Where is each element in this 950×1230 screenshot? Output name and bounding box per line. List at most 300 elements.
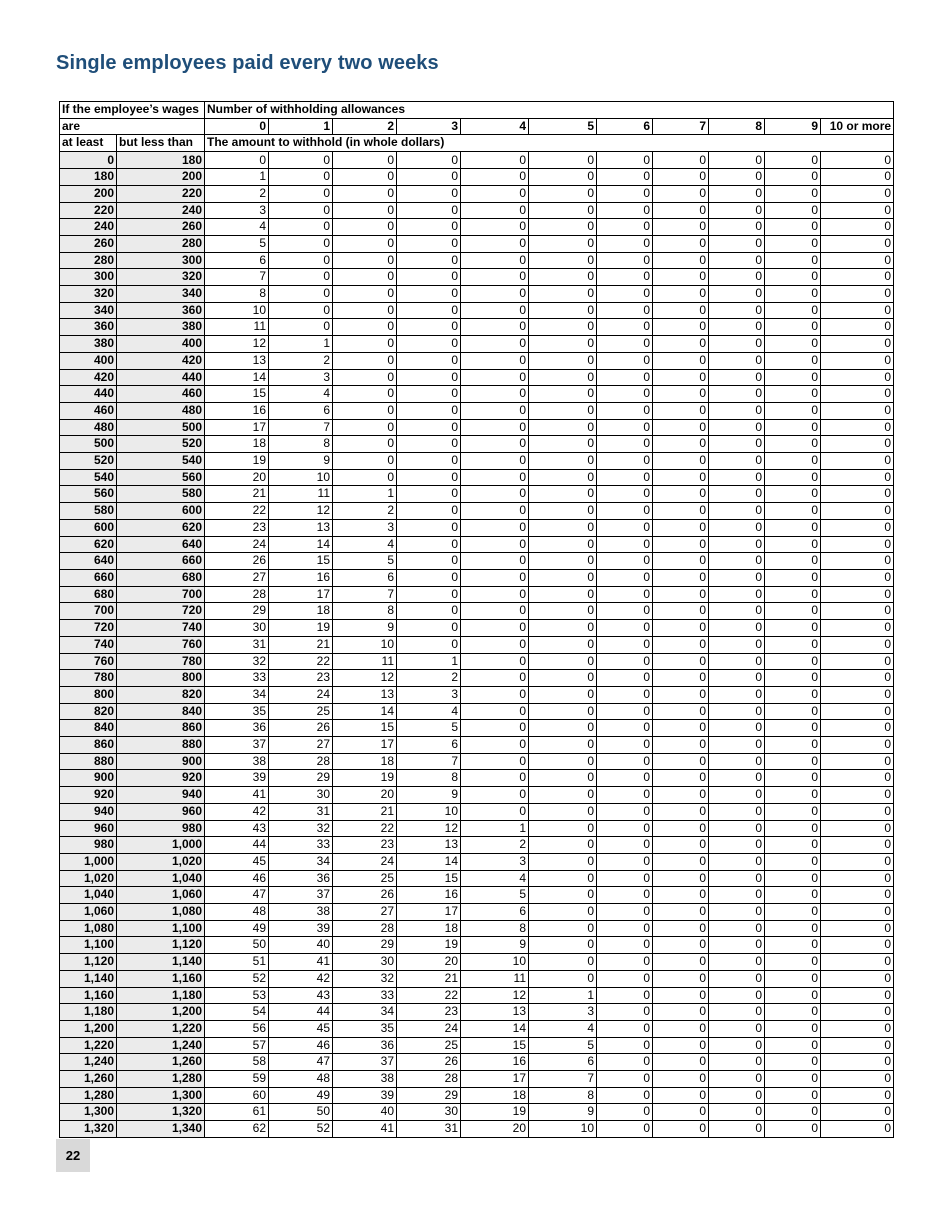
withholding-amount-cell: 0 <box>333 252 397 269</box>
header-row-3 <box>60 135 894 152</box>
table-row <box>60 386 894 403</box>
wage-but-less-than-cell: 280 <box>117 235 205 252</box>
withholding-amount-cell: 52 <box>205 970 269 987</box>
withholding-amount-cell: 2 <box>333 503 397 520</box>
withholding-amount-cell: 0 <box>821 620 894 637</box>
wage-at-least-cell: 500 <box>60 436 117 453</box>
withholding-amount-cell: 24 <box>205 536 269 553</box>
wages-header-cont: are <box>60 118 205 135</box>
withholding-amount-cell: 47 <box>205 887 269 904</box>
withholding-amount-cell: 0 <box>529 737 597 754</box>
wage-at-least-cell: 1,040 <box>60 887 117 904</box>
withholding-amount-cell: 23 <box>269 670 333 687</box>
allowance-column-header: 1 <box>269 118 333 135</box>
withholding-amount-cell: 23 <box>397 1004 461 1021</box>
wage-but-less-than-cell: 1,020 <box>117 853 205 870</box>
withholding-amount-cell: 28 <box>333 920 397 937</box>
withholding-amount-cell: 46 <box>205 870 269 887</box>
withholding-amount-cell: 3 <box>333 519 397 536</box>
withholding-amount-cell: 0 <box>653 653 709 670</box>
withholding-amount-cell: 0 <box>397 319 461 336</box>
table-row <box>60 369 894 386</box>
wage-at-least-cell: 1,320 <box>60 1121 117 1138</box>
withholding-amount-cell: 0 <box>653 737 709 754</box>
withholding-amount-cell: 15 <box>333 720 397 737</box>
allowance-column-header: 6 <box>597 118 653 135</box>
withholding-amount-cell: 0 <box>529 703 597 720</box>
withholding-amount-cell: 57 <box>205 1037 269 1054</box>
withholding-amount-cell: 0 <box>821 402 894 419</box>
withholding-amount-cell: 0 <box>821 336 894 353</box>
withholding-amount-cell: 0 <box>821 937 894 954</box>
withholding-amount-cell: 8 <box>333 603 397 620</box>
withholding-amount-cell: 0 <box>709 820 765 837</box>
wage-but-less-than-cell: 1,060 <box>117 887 205 904</box>
withholding-amount-cell: 4 <box>333 536 397 553</box>
withholding-amount-cell: 0 <box>529 536 597 553</box>
withholding-amount-cell: 0 <box>333 369 397 386</box>
withholding-amount-cell: 8 <box>205 286 269 303</box>
withholding-amount-cell: 0 <box>397 453 461 470</box>
withholding-amount-cell: 0 <box>653 937 709 954</box>
withholding-amount-cell: 15 <box>397 870 461 887</box>
withholding-amount-cell: 20 <box>461 1121 529 1138</box>
withholding-amount-cell: 0 <box>597 820 653 837</box>
withholding-amount-cell: 0 <box>821 753 894 770</box>
withholding-amount-cell: 0 <box>461 302 529 319</box>
withholding-amount-cell: 5 <box>205 235 269 252</box>
table-row <box>60 302 894 319</box>
withholding-amount-cell: 0 <box>765 235 821 252</box>
withholding-amount-cell: 0 <box>653 603 709 620</box>
page-title: Single employees paid every two weeks <box>56 52 439 74</box>
withholding-amount-cell: 0 <box>709 419 765 436</box>
page-number: 22 <box>56 1139 90 1172</box>
withholding-amount-cell: 0 <box>333 152 397 169</box>
withholding-amount-cell: 2 <box>205 185 269 202</box>
withholding-amount-cell: 0 <box>821 803 894 820</box>
withholding-amount-cell: 0 <box>765 252 821 269</box>
table-row <box>60 1054 894 1071</box>
withholding-amount-cell: 38 <box>269 904 333 921</box>
withholding-amount-cell: 50 <box>269 1104 333 1121</box>
table-row <box>60 920 894 937</box>
withholding-amount-cell: 47 <box>269 1054 333 1071</box>
withholding-amount-cell: 0 <box>653 486 709 503</box>
withholding-amount-cell: 0 <box>653 720 709 737</box>
wage-at-least-cell: 420 <box>60 369 117 386</box>
withholding-amount-cell: 0 <box>597 185 653 202</box>
wage-but-less-than-cell: 1,200 <box>117 1004 205 1021</box>
wage-but-less-than-cell: 760 <box>117 636 205 653</box>
wage-but-less-than-cell: 560 <box>117 469 205 486</box>
table-row <box>60 336 894 353</box>
wage-at-least-cell: 740 <box>60 636 117 653</box>
withholding-amount-cell: 0 <box>529 503 597 520</box>
withholding-amount-cell: 0 <box>461 436 529 453</box>
withholding-amount-cell: 0 <box>765 1020 821 1037</box>
wage-at-least-cell: 640 <box>60 553 117 570</box>
withholding-amount-cell: 0 <box>529 653 597 670</box>
withholding-amount-cell: 0 <box>709 1071 765 1088</box>
withholding-amount-cell: 0 <box>709 202 765 219</box>
withholding-amount-cell: 0 <box>597 569 653 586</box>
withholding-amount-cell: 0 <box>461 737 529 754</box>
withholding-amount-cell: 0 <box>653 837 709 854</box>
withholding-amount-cell: 0 <box>821 369 894 386</box>
withholding-amount-cell: 25 <box>397 1037 461 1054</box>
withholding-amount-cell: 0 <box>597 1104 653 1121</box>
withholding-amount-cell: 32 <box>333 970 397 987</box>
withholding-amount-cell: 0 <box>765 853 821 870</box>
withholding-amount-cell: 0 <box>269 235 333 252</box>
withholding-amount-cell: 13 <box>397 837 461 854</box>
withholding-amount-cell: 0 <box>529 369 597 386</box>
withholding-amount-cell: 12 <box>461 987 529 1004</box>
withholding-amount-cell: 0 <box>529 954 597 971</box>
withholding-amount-cell: 0 <box>765 1121 821 1138</box>
withholding-amount-cell: 31 <box>397 1121 461 1138</box>
withholding-amount-cell: 0 <box>765 1037 821 1054</box>
withholding-amount-cell: 0 <box>529 486 597 503</box>
wage-at-least-cell: 660 <box>60 569 117 586</box>
withholding-amount-cell: 0 <box>821 1054 894 1071</box>
withholding-amount-cell: 0 <box>529 586 597 603</box>
withholding-amount-cell: 0 <box>529 870 597 887</box>
withholding-amount-cell: 12 <box>333 670 397 687</box>
withholding-amount-cell: 0 <box>597 970 653 987</box>
withholding-amount-cell: 27 <box>205 569 269 586</box>
withholding-amount-cell: 0 <box>597 486 653 503</box>
table-row <box>60 1087 894 1104</box>
withholding-amount-cell: 0 <box>709 1037 765 1054</box>
withholding-amount-cell: 4 <box>461 870 529 887</box>
withholding-amount-cell: 0 <box>529 753 597 770</box>
wage-at-least-cell: 1,220 <box>60 1037 117 1054</box>
withholding-amount-cell: 0 <box>765 636 821 653</box>
withholding-amount-cell: 14 <box>397 853 461 870</box>
table-row <box>60 586 894 603</box>
withholding-amount-cell: 0 <box>709 185 765 202</box>
withholding-amount-cell: 0 <box>653 553 709 570</box>
withholding-amount-cell: 50 <box>205 937 269 954</box>
withholding-amount-cell: 29 <box>205 603 269 620</box>
wage-at-least-cell: 1,260 <box>60 1071 117 1088</box>
withholding-amount-cell: 5 <box>333 553 397 570</box>
withholding-amount-cell: 0 <box>529 787 597 804</box>
withholding-amount-cell: 0 <box>653 1020 709 1037</box>
withholding-amount-cell: 0 <box>709 753 765 770</box>
withholding-amount-cell: 4 <box>529 1020 597 1037</box>
withholding-amount-cell: 22 <box>205 503 269 520</box>
withholding-amount-cell: 0 <box>709 553 765 570</box>
withholding-amount-cell: 13 <box>461 1004 529 1021</box>
wage-but-less-than-cell: 340 <box>117 286 205 303</box>
withholding-amount-cell: 0 <box>821 1071 894 1088</box>
table-row <box>60 1121 894 1138</box>
withholding-amount-cell: 4 <box>397 703 461 720</box>
withholding-amount-cell: 0 <box>765 453 821 470</box>
withholding-amount-cell: 23 <box>205 519 269 536</box>
table-row <box>60 169 894 186</box>
table-row <box>60 686 894 703</box>
withholding-amount-cell: 4 <box>269 386 333 403</box>
withholding-amount-cell: 0 <box>765 152 821 169</box>
withholding-amount-cell: 0 <box>397 569 461 586</box>
withholding-amount-cell: 36 <box>205 720 269 737</box>
table-row <box>60 620 894 637</box>
withholding-amount-cell: 0 <box>529 252 597 269</box>
withholding-amount-cell: 0 <box>821 603 894 620</box>
withholding-amount-cell: 19 <box>397 937 461 954</box>
withholding-amount-cell: 0 <box>597 686 653 703</box>
wage-but-less-than-cell: 860 <box>117 720 205 737</box>
at-least-header: at least <box>60 135 117 152</box>
withholding-amount-cell: 58 <box>205 1054 269 1071</box>
withholding-amount-cell: 0 <box>765 670 821 687</box>
withholding-amount-cell: 0 <box>765 536 821 553</box>
withholding-amount-cell: 0 <box>597 453 653 470</box>
withholding-amount-cell: 2 <box>461 837 529 854</box>
withholding-amount-cell: 0 <box>653 904 709 921</box>
withholding-amount-cell: 0 <box>765 169 821 186</box>
withholding-amount-cell: 0 <box>821 770 894 787</box>
withholding-amount-cell: 19 <box>333 770 397 787</box>
withholding-amount-cell: 0 <box>653 820 709 837</box>
withholding-amount-cell: 6 <box>269 402 333 419</box>
withholding-amount-cell: 33 <box>333 987 397 1004</box>
withholding-amount-cell: 0 <box>709 286 765 303</box>
withholding-amount-cell: 0 <box>709 787 765 804</box>
table-row <box>60 1104 894 1121</box>
withholding-amount-cell: 0 <box>333 453 397 470</box>
withholding-amount-cell: 0 <box>765 703 821 720</box>
withholding-amount-cell: 0 <box>765 904 821 921</box>
withholding-amount-cell: 0 <box>765 753 821 770</box>
withholding-amount-cell: 0 <box>597 402 653 419</box>
wage-at-least-cell: 480 <box>60 419 117 436</box>
withholding-amount-cell: 0 <box>709 853 765 870</box>
withholding-amount-cell: 0 <box>765 185 821 202</box>
withholding-amount-cell: 44 <box>269 1004 333 1021</box>
withholding-amount-cell: 0 <box>821 235 894 252</box>
withholding-amount-cell: 0 <box>529 352 597 369</box>
withholding-amount-cell: 37 <box>333 1054 397 1071</box>
withholding-amount-cell: 25 <box>333 870 397 887</box>
withholding-amount-cell: 0 <box>653 402 709 419</box>
withholding-amount-cell: 30 <box>397 1104 461 1121</box>
withholding-amount-cell: 36 <box>333 1037 397 1054</box>
withholding-amount-cell: 0 <box>653 252 709 269</box>
withholding-amount-cell: 0 <box>397 536 461 553</box>
withholding-amount-cell: 0 <box>529 853 597 870</box>
wage-but-less-than-cell: 660 <box>117 553 205 570</box>
withholding-amount-cell: 6 <box>529 1054 597 1071</box>
table-row <box>60 904 894 921</box>
withholding-amount-cell: 0 <box>709 954 765 971</box>
withholding-amount-cell: 16 <box>269 569 333 586</box>
withholding-amount-cell: 0 <box>821 636 894 653</box>
wage-but-less-than-cell: 540 <box>117 453 205 470</box>
withholding-amount-cell: 0 <box>653 1037 709 1054</box>
table-row <box>60 753 894 770</box>
withholding-amount-cell: 0 <box>653 369 709 386</box>
withholding-amount-cell: 0 <box>653 686 709 703</box>
withholding-amount-cell: 0 <box>653 352 709 369</box>
wage-but-less-than-cell: 780 <box>117 653 205 670</box>
withholding-amount-cell: 21 <box>397 970 461 987</box>
withholding-amount-cell: 6 <box>461 904 529 921</box>
withholding-amount-cell: 0 <box>765 1054 821 1071</box>
withholding-amount-cell: 32 <box>269 820 333 837</box>
withholding-amount-cell: 0 <box>529 152 597 169</box>
withholding-amount-cell: 0 <box>765 336 821 353</box>
withholding-amount-cell: 0 <box>653 286 709 303</box>
withholding-amount-cell: 17 <box>397 904 461 921</box>
withholding-amount-cell: 0 <box>397 302 461 319</box>
wage-but-less-than-cell: 200 <box>117 169 205 186</box>
withholding-amount-cell: 0 <box>821 286 894 303</box>
withholding-amount-cell: 0 <box>529 553 597 570</box>
allowance-column-header: 8 <box>709 118 765 135</box>
wage-but-less-than-cell: 740 <box>117 620 205 637</box>
withholding-amount-cell: 0 <box>461 503 529 520</box>
withholding-amount-cell: 10 <box>461 954 529 971</box>
wage-at-least-cell: 560 <box>60 486 117 503</box>
withholding-amount-cell: 0 <box>333 269 397 286</box>
wage-at-least-cell: 900 <box>60 770 117 787</box>
wage-but-less-than-cell: 840 <box>117 703 205 720</box>
withholding-amount-cell: 30 <box>269 787 333 804</box>
wage-at-least-cell: 940 <box>60 803 117 820</box>
withholding-amount-cell: 0 <box>765 219 821 236</box>
withholding-amount-cell: 0 <box>529 720 597 737</box>
withholding-amount-cell: 0 <box>821 419 894 436</box>
withholding-amount-cell: 0 <box>709 870 765 887</box>
withholding-amount-cell: 0 <box>709 302 765 319</box>
withholding-amount-cell: 0 <box>461 720 529 737</box>
withholding-amount-cell: 0 <box>461 235 529 252</box>
withholding-amount-cell: 0 <box>653 1121 709 1138</box>
wage-but-less-than-cell: 1,280 <box>117 1071 205 1088</box>
withholding-amount-cell: 0 <box>709 536 765 553</box>
withholding-amount-cell: 0 <box>461 803 529 820</box>
withholding-amount-cell: 0 <box>269 286 333 303</box>
withholding-amount-cell: 0 <box>461 686 529 703</box>
withholding-amount-cell: 0 <box>597 787 653 804</box>
withholding-amount-cell: 0 <box>653 536 709 553</box>
wage-but-less-than-cell: 180 <box>117 152 205 169</box>
withholding-amount-cell: 10 <box>269 469 333 486</box>
wage-at-least-cell: 1,200 <box>60 1020 117 1037</box>
withholding-amount-cell: 0 <box>709 453 765 470</box>
wages-header: If the employee’s wages <box>60 102 205 119</box>
withholding-amount-cell: 0 <box>821 386 894 403</box>
table-row <box>60 720 894 737</box>
allowance-column-header: 2 <box>333 118 397 135</box>
withholding-amount-cell: 0 <box>397 235 461 252</box>
withholding-amount-cell: 0 <box>765 269 821 286</box>
withholding-amount-cell: 17 <box>269 586 333 603</box>
withholding-amount-cell: 0 <box>397 503 461 520</box>
withholding-amount-cell: 5 <box>397 720 461 737</box>
withholding-amount-cell: 0 <box>529 620 597 637</box>
table-row <box>60 202 894 219</box>
withholding-amount-cell: 0 <box>333 386 397 403</box>
withholding-amount-cell: 0 <box>821 219 894 236</box>
withholding-amount-cell: 0 <box>765 787 821 804</box>
withholding-amount-cell: 14 <box>333 703 397 720</box>
withholding-amount-cell: 0 <box>709 386 765 403</box>
withholding-amount-cell: 0 <box>821 1020 894 1037</box>
withholding-amount-cell: 37 <box>205 737 269 754</box>
withholding-amount-cell: 0 <box>333 352 397 369</box>
withholding-amount-cell: 0 <box>821 670 894 687</box>
withholding-amount-cell: 12 <box>205 336 269 353</box>
withholding-amount-cell: 32 <box>205 653 269 670</box>
withholding-amount-cell: 48 <box>205 904 269 921</box>
withholding-amount-cell: 0 <box>397 586 461 603</box>
allowance-column-header: 5 <box>529 118 597 135</box>
withholding-amount-cell: 0 <box>765 386 821 403</box>
withholding-amount-cell: 0 <box>397 336 461 353</box>
withholding-amount-cell: 3 <box>205 202 269 219</box>
withholding-amount-cell: 0 <box>529 770 597 787</box>
table-row <box>60 737 894 754</box>
withholding-amount-cell: 0 <box>653 970 709 987</box>
withholding-amount-cell: 0 <box>269 319 333 336</box>
wage-but-less-than-cell: 1,220 <box>117 1020 205 1037</box>
withholding-amount-cell: 0 <box>333 402 397 419</box>
wage-at-least-cell: 960 <box>60 820 117 837</box>
withholding-amount-cell: 0 <box>821 1121 894 1138</box>
withholding-amount-cell: 27 <box>333 904 397 921</box>
withholding-amount-cell: 0 <box>709 686 765 703</box>
withholding-amount-cell: 0 <box>597 954 653 971</box>
withholding-amount-cell: 0 <box>765 436 821 453</box>
withholding-amount-cell: 0 <box>461 753 529 770</box>
withholding-amount-cell: 0 <box>709 402 765 419</box>
withholding-amount-cell: 0 <box>709 252 765 269</box>
withholding-amount-cell: 0 <box>765 1004 821 1021</box>
withholding-amount-cell: 31 <box>269 803 333 820</box>
withholding-amount-cell: 0 <box>269 202 333 219</box>
wage-at-least-cell: 1,240 <box>60 1054 117 1071</box>
withholding-amount-cell: 0 <box>821 319 894 336</box>
withholding-amount-cell: 0 <box>765 820 821 837</box>
withholding-amount-cell: 15 <box>205 386 269 403</box>
withholding-amount-cell: 0 <box>461 453 529 470</box>
withholding-amount-cell: 0 <box>653 336 709 353</box>
withholding-amount-cell: 0 <box>597 887 653 904</box>
withholding-amount-cell: 0 <box>821 904 894 921</box>
withholding-amount-cell: 0 <box>821 703 894 720</box>
withholding-amount-cell: 0 <box>397 202 461 219</box>
table-row <box>60 235 894 252</box>
withholding-amount-cell: 0 <box>821 737 894 754</box>
withholding-amount-cell: 0 <box>597 703 653 720</box>
wage-but-less-than-cell: 1,180 <box>117 987 205 1004</box>
withholding-amount-cell: 0 <box>709 987 765 1004</box>
withholding-amount-cell: 0 <box>765 686 821 703</box>
withholding-amount-cell: 0 <box>529 519 597 536</box>
withholding-amount-cell: 0 <box>461 620 529 637</box>
withholding-amount-cell: 6 <box>205 252 269 269</box>
withholding-amount-cell: 0 <box>653 1054 709 1071</box>
withholding-amount-cell: 0 <box>709 670 765 687</box>
table-row <box>60 553 894 570</box>
table-row <box>60 1037 894 1054</box>
